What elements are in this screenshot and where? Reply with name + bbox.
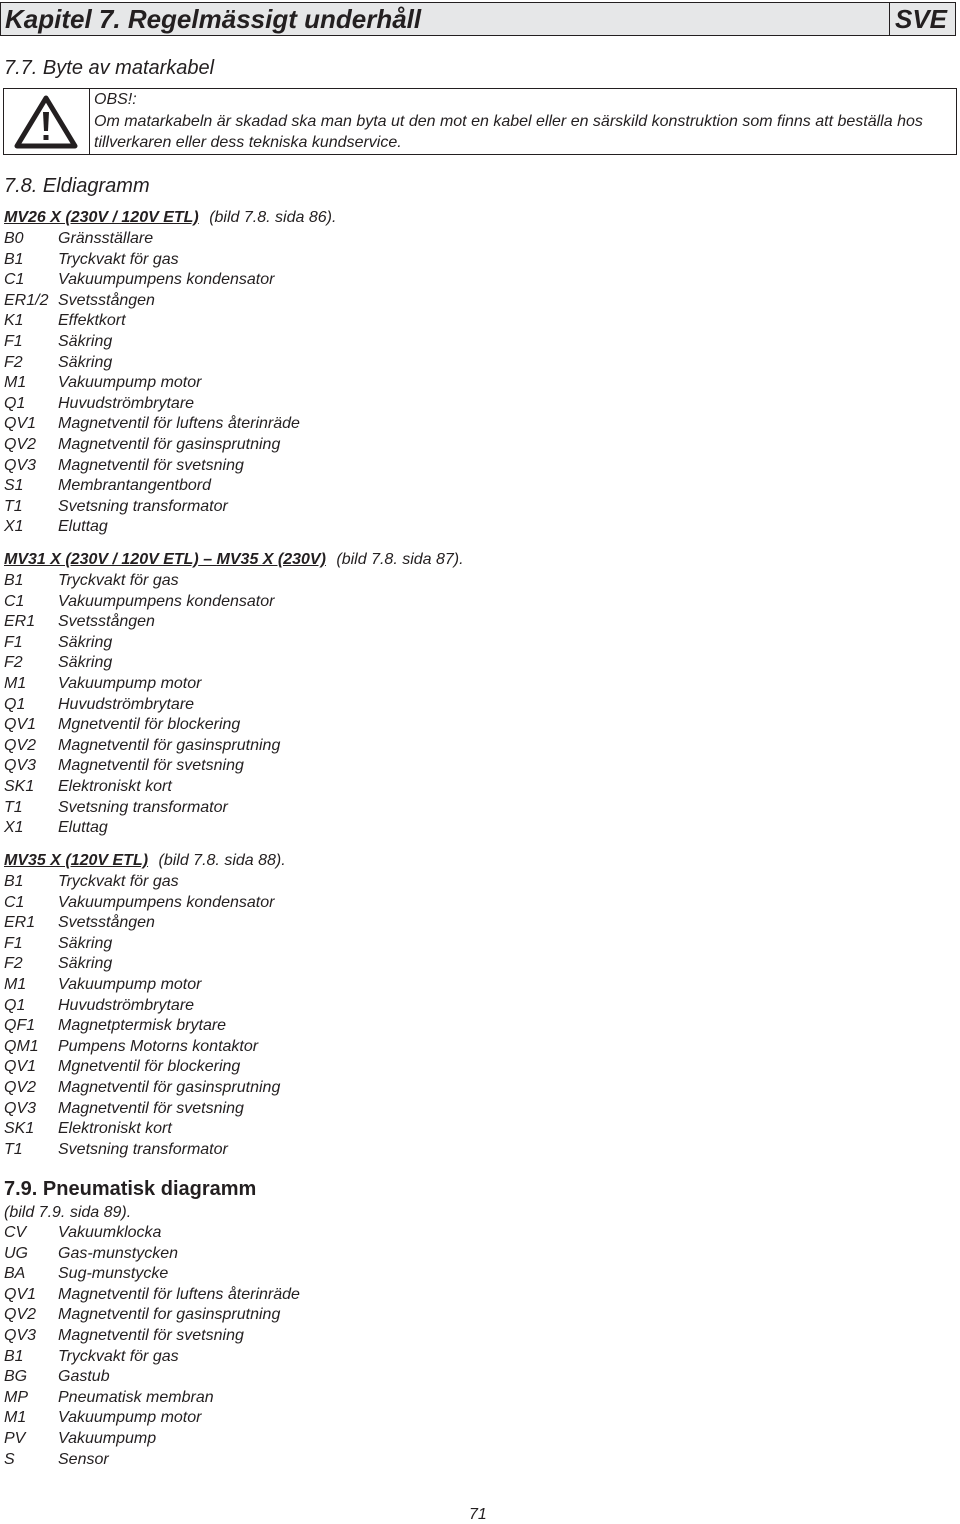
warning-triangle-icon	[14, 95, 78, 149]
language-box	[889, 3, 955, 35]
warning-text: Om matarkabeln är skadad ska man byta ut den mot en kabel eller en särskild konstruktion som finns att beställa hos tillverkaren eller dess tekniska kundservice.	[94, 113, 923, 151]
component-description: Eluttag	[58, 518, 108, 536]
component-code: QV2	[4, 736, 37, 754]
mv31-model: MV31 X (230V / 120V ETL)	[4, 551, 199, 568]
warning-box	[3, 88, 957, 155]
language-code: SVE	[895, 4, 948, 34]
component-description: Vakuumpump motor	[58, 975, 202, 993]
model-separator: –	[198, 551, 217, 568]
component-code: QV3	[4, 1326, 37, 1344]
component-code: QM1	[4, 1037, 39, 1055]
component-code: T1	[4, 1140, 23, 1158]
component-code: ER1/2	[4, 291, 49, 309]
component-description: Tryckvakt för gas	[58, 873, 179, 890]
component-code: F2	[4, 353, 23, 371]
component-code: QV2	[4, 1306, 37, 1324]
component-description: Säkring	[58, 353, 113, 371]
component-code: M1	[4, 975, 27, 993]
component-code: F2	[4, 955, 23, 973]
component-code: BA	[4, 1265, 26, 1283]
component-code: PV	[4, 1429, 26, 1447]
component-code: F1	[4, 934, 23, 952]
mv35-230-model: MV35 X (230V)	[216, 551, 326, 568]
component-code: QV3	[4, 1099, 37, 1117]
component-code: B1	[4, 572, 24, 589]
section-title-7-9: 7.9. Pneumatisk diagramm	[4, 1178, 257, 1200]
component-description: Magnetptermisk brytare	[58, 1017, 227, 1035]
component-description: Elektroniskt kort	[58, 1120, 172, 1138]
component-description: Svetsning transformator	[58, 1140, 228, 1158]
component-code: B0	[4, 230, 24, 247]
component-description: Tryckvakt för gas	[58, 572, 179, 589]
component-description: Huvudströmbrytare	[58, 695, 195, 713]
component-description: Huvudströmbrytare	[58, 394, 195, 412]
component-description: Magnetventil for gasinsprutning	[58, 1306, 281, 1324]
component-description: Magnetventil för gasinsprutning	[58, 435, 281, 453]
component-description: Huvudströmbrytare	[58, 996, 195, 1014]
component-description: Magnetventil för svetsning	[58, 456, 244, 474]
component-code: X1	[4, 518, 24, 536]
section-title-7-8: 7.8. Eldiagramm	[4, 175, 150, 197]
component-description: Vakuumpump motor	[58, 374, 202, 392]
component-code: F1	[4, 332, 23, 350]
component-code: QV2	[4, 435, 37, 453]
mv35-ref: (bild 7.8. sida 88).	[158, 852, 286, 869]
component-code: QF1	[4, 1017, 36, 1035]
component-code: QV1	[4, 1058, 37, 1076]
component-description: Vakuumpump motor	[58, 674, 202, 692]
component-code: T1	[4, 497, 23, 515]
component-description: Vakuumpump	[58, 1429, 157, 1447]
component-description: Tryckvakt för gas	[58, 1347, 179, 1365]
component-description: Säkring	[58, 332, 113, 350]
component-description: Pumpens Motorns kontaktor	[58, 1037, 259, 1055]
component-description: Svetsstången	[58, 613, 155, 631]
chapter-header	[0, 2, 956, 36]
component-description: Magnetventil för svetsning	[58, 757, 244, 775]
component-code: Q1	[4, 695, 26, 713]
component-code: MP	[4, 1388, 28, 1406]
component-description: Säkring	[58, 633, 113, 651]
component-code: QV3	[4, 456, 37, 474]
component-code: CV	[4, 1224, 27, 1241]
component-description: Svetsning transformator	[58, 798, 228, 816]
component-description: Gränsställare	[58, 230, 154, 247]
component-code: S1	[4, 477, 24, 495]
component-code: B1	[4, 1347, 24, 1365]
component-description: Magnetventil för svetsning	[58, 1326, 244, 1344]
component-description: Vakuumklocka	[58, 1224, 162, 1241]
component-code: T1	[4, 798, 23, 816]
component-description: Tryckvakt för gas	[58, 250, 179, 268]
component-description: Elektroniskt kort	[58, 777, 172, 795]
component-code: QV1	[4, 415, 37, 433]
component-description: Svetsning transformator	[58, 497, 228, 515]
component-description: Magnetventil för luftens återinräde	[58, 415, 300, 433]
component-code: QV2	[4, 1078, 37, 1096]
component-description: Pneumatisk membran	[58, 1388, 214, 1406]
component-code: ER1	[4, 914, 36, 932]
component-description: Magnetventil för gasinsprutning	[58, 736, 281, 754]
component-code: SK1	[4, 1120, 35, 1138]
component-code: QV1	[4, 716, 37, 734]
component-description: Magnetventil för gasinsprutning	[58, 1078, 281, 1096]
component-code: F2	[4, 654, 23, 672]
component-code: UG	[4, 1244, 28, 1262]
component-description: Magnetventil för svetsning	[58, 1099, 244, 1117]
mv31-ref: (bild 7.8. sida 87).	[336, 551, 464, 568]
component-description: Vakuumpumpens kondensator	[58, 893, 275, 911]
mv26-ref: (bild 7.8. sida 86).	[209, 209, 337, 226]
mv35-model: MV35 X (120V ETL)	[4, 852, 149, 869]
component-description: Säkring	[58, 955, 113, 973]
component-description: Sensor	[58, 1450, 109, 1468]
component-description: Gastub	[58, 1368, 110, 1386]
component-code: X1	[4, 819, 24, 837]
component-code: QV3	[4, 757, 37, 775]
component-description: Mgnetventil för blockering	[58, 716, 241, 734]
component-code: Q1	[4, 996, 26, 1014]
component-description: Magnetventil för luftens återinräde	[58, 1285, 300, 1303]
component-description: Vakuumpumpens kondensator	[58, 271, 275, 289]
component-description: Vakuumpumpens kondensator	[58, 592, 275, 610]
component-code: S	[4, 1450, 15, 1468]
component-code: QV1	[4, 1285, 37, 1303]
component-description: Gas-munstycken	[58, 1244, 179, 1262]
mv26-heading	[4, 209, 336, 227]
component-description: Säkring	[58, 654, 113, 672]
component-code: C1	[4, 271, 25, 289]
chapter-title: Kapitel 7. Regelmässigt underhåll	[5, 4, 422, 34]
component-code: M1	[4, 374, 27, 392]
component-code: F1	[4, 633, 23, 651]
component-description: Svetsstången	[58, 914, 155, 932]
component-description: Eluttag	[58, 819, 108, 837]
pneumatic-ref: (bild 7.9. sida 89).	[4, 1204, 132, 1221]
component-code: M1	[4, 674, 27, 692]
component-code: BG	[4, 1368, 28, 1386]
component-code: K1	[4, 312, 24, 330]
component-description: Sug-munstycke	[58, 1265, 169, 1283]
component-code: B1	[4, 873, 24, 890]
component-description: Mgnetventil för blockering	[58, 1058, 241, 1076]
warning-heading: OBS!:	[94, 91, 137, 108]
component-description: Membrantangentbord	[58, 477, 211, 495]
component-description: Svetsstången	[58, 291, 155, 309]
page-number: 71	[469, 1506, 487, 1523]
component-code: B1	[4, 250, 24, 268]
warning-icon-cell	[4, 89, 90, 154]
mv31-heading	[4, 551, 464, 569]
mv35-heading	[4, 852, 286, 870]
component-description: Säkring	[58, 934, 113, 952]
component-description: Effektkort	[58, 312, 126, 330]
component-code: Q1	[4, 394, 26, 412]
component-code: C1	[4, 592, 25, 610]
component-description: Vakuumpump motor	[58, 1409, 202, 1427]
component-code: SK1	[4, 777, 35, 795]
component-code: C1	[4, 893, 25, 911]
section-title-7-7: 7.7. Byte av matarkabel	[4, 57, 215, 79]
mv26-model: MV26 X (230V / 120V ETL)	[4, 209, 199, 226]
component-code: M1	[4, 1409, 27, 1427]
component-code: ER1	[4, 613, 36, 631]
